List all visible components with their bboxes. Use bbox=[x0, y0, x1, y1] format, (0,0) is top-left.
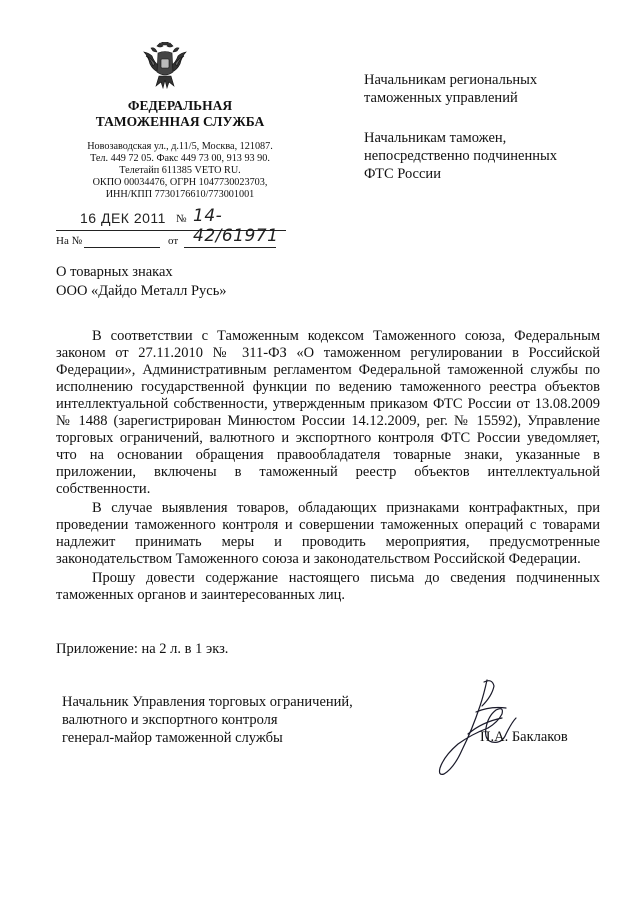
organization-name-line: ФЕДЕРАЛЬНАЯ bbox=[127, 98, 233, 113]
address-line: Новозаводская ул., д.11/5, Москва, 121087. bbox=[87, 141, 273, 152]
recipient-line: Начальникам региональных bbox=[364, 72, 538, 88]
subject-line: ООО «Дайдо Металл Русь» bbox=[56, 283, 227, 299]
registration-number-handwritten: 14-42/61971 bbox=[193, 206, 279, 246]
emblem-icon bbox=[142, 42, 188, 90]
body-paragraph: В случае выявления товаров, обладающих признаками контрафактных, при проведении таможенного контроля и совершении таможенных операций с товарами надлежит принимать меры и проводить мероприятия, предусмотренные законодательством Таможенного союза и законодательством Российской Федерации. bbox=[56, 500, 600, 567]
organization-name bbox=[80, 98, 280, 130]
registration-date-stamp: 16 ДЕК 2011 bbox=[80, 210, 166, 226]
recipient-block-customs bbox=[364, 129, 557, 183]
handwritten-signature-icon bbox=[432, 672, 542, 782]
letter-body bbox=[56, 328, 600, 604]
okpo-ogrn-line: ОКПО 00034476, ОГРН 1047730023703, bbox=[92, 176, 268, 188]
reference-number-label: На № bbox=[56, 235, 83, 247]
teletype-line: Телетайп 611385 VETO RU. bbox=[119, 164, 241, 176]
reference-date-label: от bbox=[168, 235, 179, 247]
reference-date-blank bbox=[184, 247, 276, 248]
signer-name: П.А. Баклаков bbox=[480, 729, 568, 745]
inn-kpp-line: ИНН/КПП 7730176610/773001001 bbox=[105, 188, 255, 200]
signer-position bbox=[62, 693, 353, 747]
registration-number-label: № bbox=[176, 213, 187, 225]
recipient-block-regional bbox=[364, 71, 537, 107]
registration-underline bbox=[56, 230, 286, 231]
recipient-line: Начальникам таможен, bbox=[364, 130, 507, 146]
organization-name-line: ТАМОЖЕННАЯ СЛУЖБА bbox=[95, 114, 265, 129]
recipient-line: непосредственно подчиненных bbox=[364, 148, 557, 164]
subject-line: О товарных знаках bbox=[56, 264, 173, 280]
recipient-line: ФТС России bbox=[364, 166, 441, 182]
signer-position-line: валютного и экспортного контроля bbox=[62, 712, 278, 728]
organization-details bbox=[60, 141, 300, 201]
signer-position-line: генерал-майор таможенной службы bbox=[62, 730, 283, 746]
body-paragraph: Прошу довести содержание настоящего письма до сведения подчиненных таможенных органов и заинтересованных лиц. bbox=[56, 570, 600, 603]
phone-line: Тел. 449 72 05. Факс 449 73 00, 913 93 90. bbox=[90, 152, 270, 164]
body-paragraph: В соответствии с Таможенным кодексом Таможенного союза, Федеральным законом от 27.11.2010 № 311-ФЗ «О таможенном регулировании в Российской Федерации», Административным регламентом Федеральной таможенной службы по исполнению государственной функции по ведению таможенного реестра объектов интеллектуальной собственности, утвержденным приказом ФТС России от 13.08.2009 № 1488 (зарегистрирован Минюстом России 14.12.2009, рег. № 15592), Управление торговых ограничений, валютного и экспортного контроля ФТС России уведомляет, что на основании обращения правообладателя товарные знаки, указанные в приложении, включены в таможенный реестр объектов интеллектуальной собственности. bbox=[56, 328, 600, 497]
appendix-note: Приложение: на 2 л. в 1 экз. bbox=[56, 641, 229, 657]
reference-number-blank bbox=[84, 247, 160, 248]
recipient-line: таможенных управлений bbox=[364, 90, 518, 106]
letter-subject bbox=[56, 263, 227, 301]
signer-position-line: Начальник Управления торговых ограничений, bbox=[62, 694, 353, 710]
